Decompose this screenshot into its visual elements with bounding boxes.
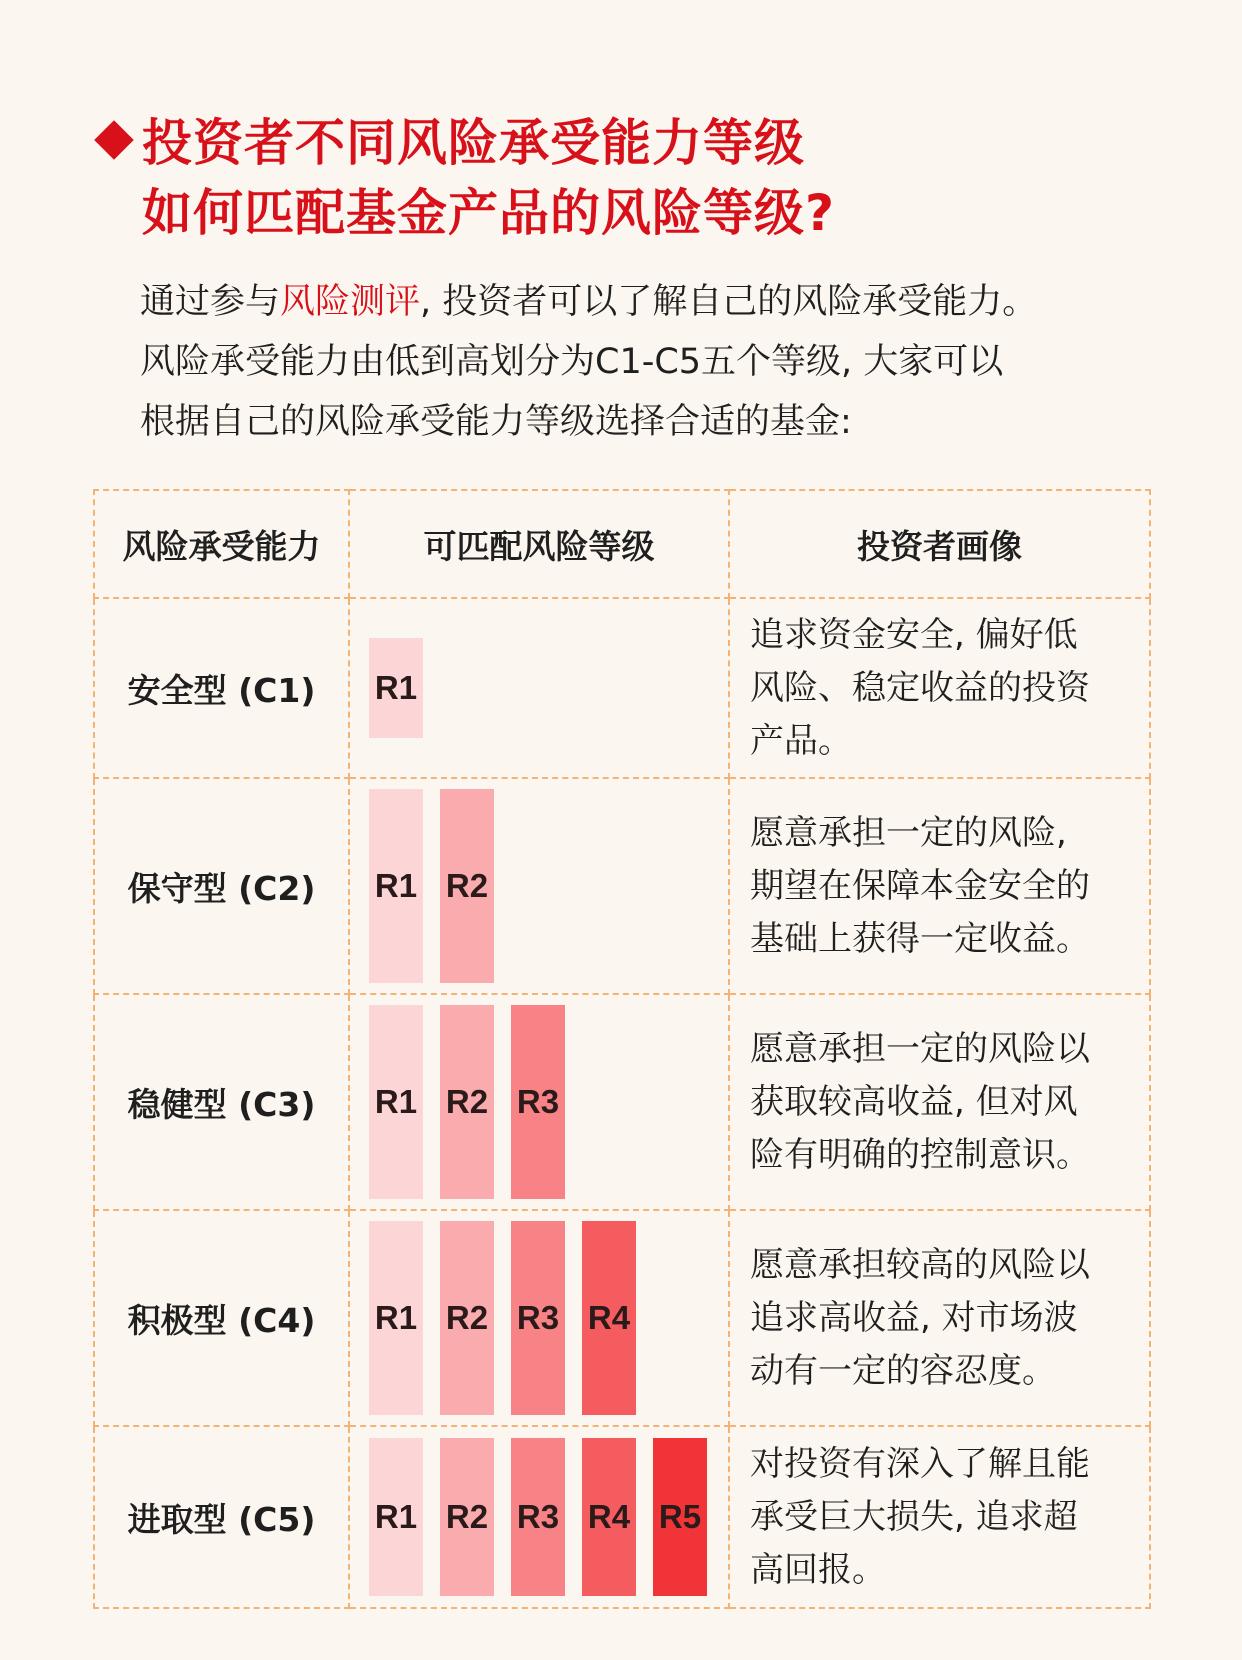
risk-level-badge-r1: R1 [369,1438,423,1596]
header-investor-profile: 投资者画像 [729,490,1150,598]
risk-level-badge-r5: R5 [653,1438,707,1596]
desc-line: 追求资金安全, 偏好低 [750,614,1078,655]
risk-level-badge-r1: R1 [369,1221,423,1415]
risk-levels-cell [349,1210,729,1426]
investor-profile-desc [729,1426,1150,1608]
risk-level-badge-r4: R4 [582,1221,636,1415]
header-risk-tolerance: 风险承受能力 [94,490,349,598]
risk-matching-table [93,489,1151,1609]
risk-level-badge-r1: R1 [369,1005,423,1199]
risk-level-badge-r2: R2 [440,1438,494,1596]
table-row [94,778,1150,994]
risk-tolerance-level: 积极型 (C4) [94,1210,349,1426]
risk-bars [350,1211,728,1425]
intro-paragraph [140,272,1160,452]
risk-level-badge-r3: R3 [511,1438,565,1596]
desc-line: 期望在保障本金安全的 [750,865,1090,906]
risk-bars [350,1427,728,1607]
intro-line-1 [140,272,1160,332]
desc-line: 获取较高收益, 但对风 [750,1081,1078,1122]
title-line-1: 投资者不同风险承受能力等级 [142,114,805,172]
risk-level-badge-r4: R4 [582,1438,636,1596]
intro-line-1-pre: 通过参与 [140,282,281,322]
risk-level-badge-r2: R2 [440,1005,494,1199]
table-row [94,1210,1150,1426]
risk-tolerance-level: 稳健型 (C3) [94,994,349,1210]
risk-bars [350,995,728,1209]
desc-line: 风险、稳定收益的投资 [750,667,1090,708]
risk-bars [350,599,728,777]
desc-line: 愿意承担一定的风险以 [750,1028,1090,1069]
title-line-2: 如何匹配基金产品的风险等级? [142,184,836,242]
intro-line-2: 风险承受能力由低到高划分为C1-C5五个等级, 大家可以 [140,342,1004,382]
table-row [94,994,1150,1210]
risk-levels-cell [349,598,729,778]
risk-level-badge-r2: R2 [440,789,494,983]
risk-levels-cell [349,1426,729,1608]
desc-line: 追求高收益, 对市场波 [750,1297,1078,1338]
risk-tolerance-level: 安全型 (C1) [94,598,349,778]
risk-levels-cell [349,778,729,994]
desc-line: 对投资有深入了解且能 [750,1443,1090,1484]
title-block [92,108,1172,248]
table-row [94,1426,1150,1608]
risk-level-badge-r2: R2 [440,1221,494,1415]
table-header-row [94,490,1150,598]
header-risk-levels: 可匹配风险等级 [349,490,729,598]
desc-line: 承受巨大损失, 追求超 [750,1496,1078,1537]
risk-level-badge-r3: R3 [511,1005,565,1199]
desc-line: 动有一定的容忍度。 [750,1350,1056,1391]
desc-line: 高回报。 [750,1549,886,1590]
intro-line-3: 根据自己的风险承受能力等级选择合适的基金: [140,402,852,442]
risk-levels-cell [349,994,729,1210]
risk-level-badge-r1: R1 [369,638,423,738]
desc-line: 愿意承担一定的风险, [750,812,1067,853]
risk-tolerance-level: 进取型 (C5) [94,1426,349,1608]
investor-profile-desc [729,1210,1150,1426]
investor-profile-desc [729,598,1150,778]
desc-line: 基础上获得一定收益。 [750,918,1090,959]
diamond-bullet-icon [94,120,134,160]
desc-line: 愿意承担较高的风险以 [750,1244,1090,1285]
risk-tolerance-level: 保守型 (C2) [94,778,349,994]
risk-bars [350,779,728,993]
risk-level-badge-r1: R1 [369,789,423,983]
investor-profile-desc [729,778,1150,994]
risk-level-badge-r3: R3 [511,1221,565,1415]
desc-line: 险有明确的控制意识。 [750,1134,1090,1175]
intro-line-1-post: , 投资者可以了解自己的风险承受能力。 [420,282,1038,322]
investor-profile-desc [729,994,1150,1210]
table-row [94,598,1150,778]
desc-line: 产品。 [750,720,852,761]
risk-assessment-highlight: 风险测评 [280,282,421,322]
